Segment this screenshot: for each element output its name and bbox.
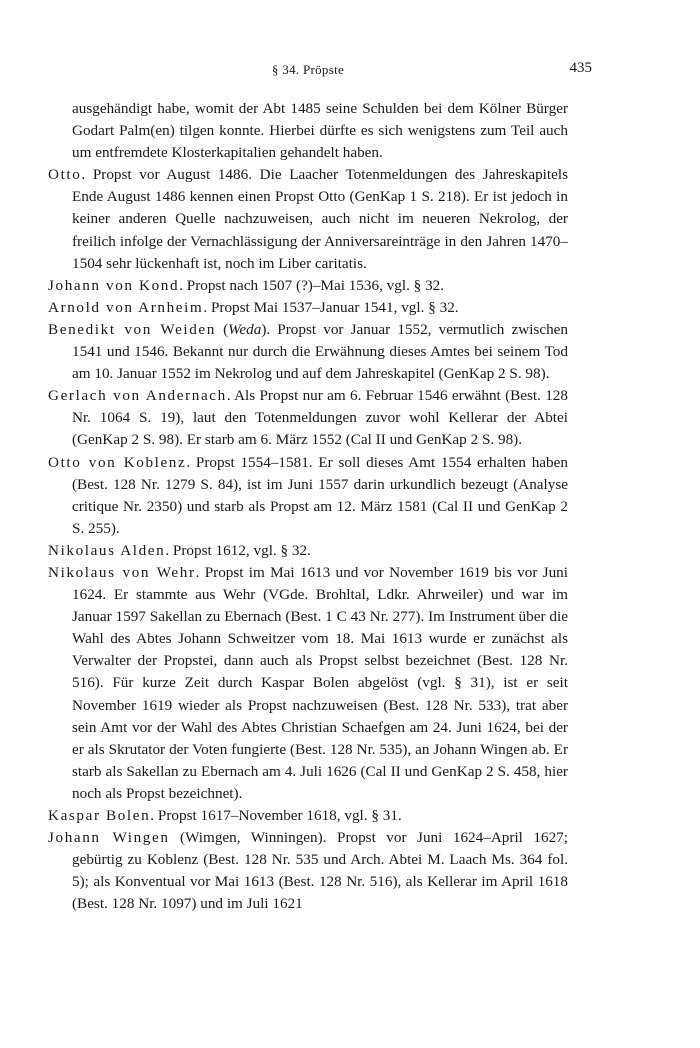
entry-name: Nikolaus Alden	[48, 541, 166, 559]
entry-text: . Propst 1617–November 1618, vgl. § 31.	[150, 807, 402, 824]
entry-text: . Propst 1554–1581. Er soll dieses Amt 1554 erhalten haben (Best. 128 Nr. 1279 S. 84), ist im Juni 1557 darin urkundlich bezeugt (Analyse critique Nr. 2350) und starb als Propst am 12. März 1581 (Cal II und GenKap 2 S. 255).	[72, 453, 568, 537]
entry-johann-von-kond	[48, 275, 568, 297]
entry-name: Johann Wingen	[48, 829, 170, 847]
entry-name: Gerlach von Andernach	[48, 387, 227, 405]
entry-text: . Propst nach 1507 (?)–Mai 1536, vgl. § 32.	[179, 276, 445, 294]
entry-name: Johann von Kond	[48, 276, 180, 294]
entry-text: . Als Propst nur am 6. Februar 1546 erwähnt (Best. 128 Nr. 1064 S. 19), laut den Totenmeldungen zuvor wohl Kellerar der Abtei (GenKap 2 S. 98). Er starb am 6. März 1552 (Cal II und GenKap 2 S. 98).	[72, 387, 568, 449]
entry-text: . Propst 1612, vgl. § 32.	[165, 541, 311, 559]
entry-otto-von-koblenz	[48, 452, 568, 540]
entry-kaspar-bolen	[48, 805, 568, 827]
entry-benedikt-von-weiden	[48, 319, 568, 385]
entry-name: Kaspar Bolen	[48, 807, 151, 824]
running-title: § 34. Pröpste	[271, 62, 345, 77]
entry-text: . Propst im Mai 1613 und vor November 1619 bis vor Juni 1624. Er stammte aus Wehr (VGde. Brohltal, Ldkr. Ahrweiler) und war im Januar 1597 Sakellan zu Ebernach (Best. 1 C 43 Nr. 277). Im Instrument über die Wahl des Abtes Johann Schweitzer vom 18. Mai 1613 wurde er zunächst als Verwalter der Propstei, dann auch als Propst selbst bezeichnet (Best. 128 Nr. 516). Für kurze Zeit durch Kaspar Bolen abgelöst (vgl. § 31), ist er seit November 1619 wieder als Propst nachzuweisen (Best. 128 Nr. 533), trat aber sein Amt vor der Wahl des Abtes Christian Schaefgen am 24. Juni 1624, bei der er als Skrutator der Voten fungierte (Best. 128 Nr. 535), an Johann Wingen ab. Er starb als Sakellan zu Ebernach am 4. Juli 1626 (Cal II und GenKap 2 S. 458, hier noch als Propst bezeichnet).	[72, 563, 568, 802]
page-body	[48, 98, 568, 915]
running-header	[48, 60, 592, 84]
entry-name: Arnold von Arnheim	[48, 298, 204, 316]
entry-name: Nikolaus von Wehr	[48, 563, 196, 581]
entry-arnold-von-arnheim	[48, 297, 568, 319]
page-number: 435	[569, 60, 592, 76]
entry-text: ). Propst vor Januar 1552, vermutlich zwischen 1541 und 1546. Bekannt nur durch die Erwähnung dieses Amtes bei seinem Tod am 10. Januar 1552 im Nekrolog und auf dem Jahreskapitel (GenKap 2 S. 98).	[72, 320, 569, 383]
entry-nikolaus-von-wehr	[48, 562, 568, 805]
entry-continuation	[48, 98, 568, 164]
entry-gerlach-von-andernach	[48, 385, 568, 451]
entry-name: Benedikt von Weiden	[48, 320, 216, 338]
entry-name: Otto von Koblenz	[48, 453, 187, 471]
entry-text: . Propst Mai 1537–Januar 1541, vgl. § 32.	[203, 298, 459, 316]
entry-nikolaus-alden	[48, 540, 568, 562]
entry-text: ausgehändigt habe, womit der Abt 1485 seine Schulden bei dem Kölner Bürger Godart Palm(en) tilgen konnte. Hierbei dürfte es sich wenigstens zum Teil auch um entfremdete Klosterkapitalien gehandelt haben.	[72, 100, 568, 162]
entry-text: (Wimgen, Winningen). Propst vor Juni 1624–April 1627; gebürtig zu Koblenz (Best. 128 Nr. 535 und Arch. Abtei M. Laach Ms. 364 fol. 5); als Konventual vor Mai 1613 (Best. 128 Nr. 516), als Kellerar im April 1618 (Best. 128 Nr. 1097) und im Juli 1621	[72, 829, 568, 913]
entry-otto	[48, 164, 568, 274]
entry-text: . Propst vor August 1486. Die Laacher Totenmeldungen des Jahreskapitels Ende August 1486 kennen einen Propst Otto (GenKap 1 S. 218). Er ist jedoch in keiner anderen Quelle nachzuweisen, auch nicht im neueren Nekrolog, der freilich infolge der Vernachlässigung der Anniversareinträge in den Jahren 1470–1504 sehr lückenhaft ist, noch im Liber caritatis.	[72, 166, 568, 272]
entry-italic-name: Weda	[228, 320, 262, 338]
entry-johann-wingen	[48, 827, 568, 915]
entry-text-pre: (	[215, 320, 229, 338]
entry-name: Otto	[48, 166, 82, 184]
